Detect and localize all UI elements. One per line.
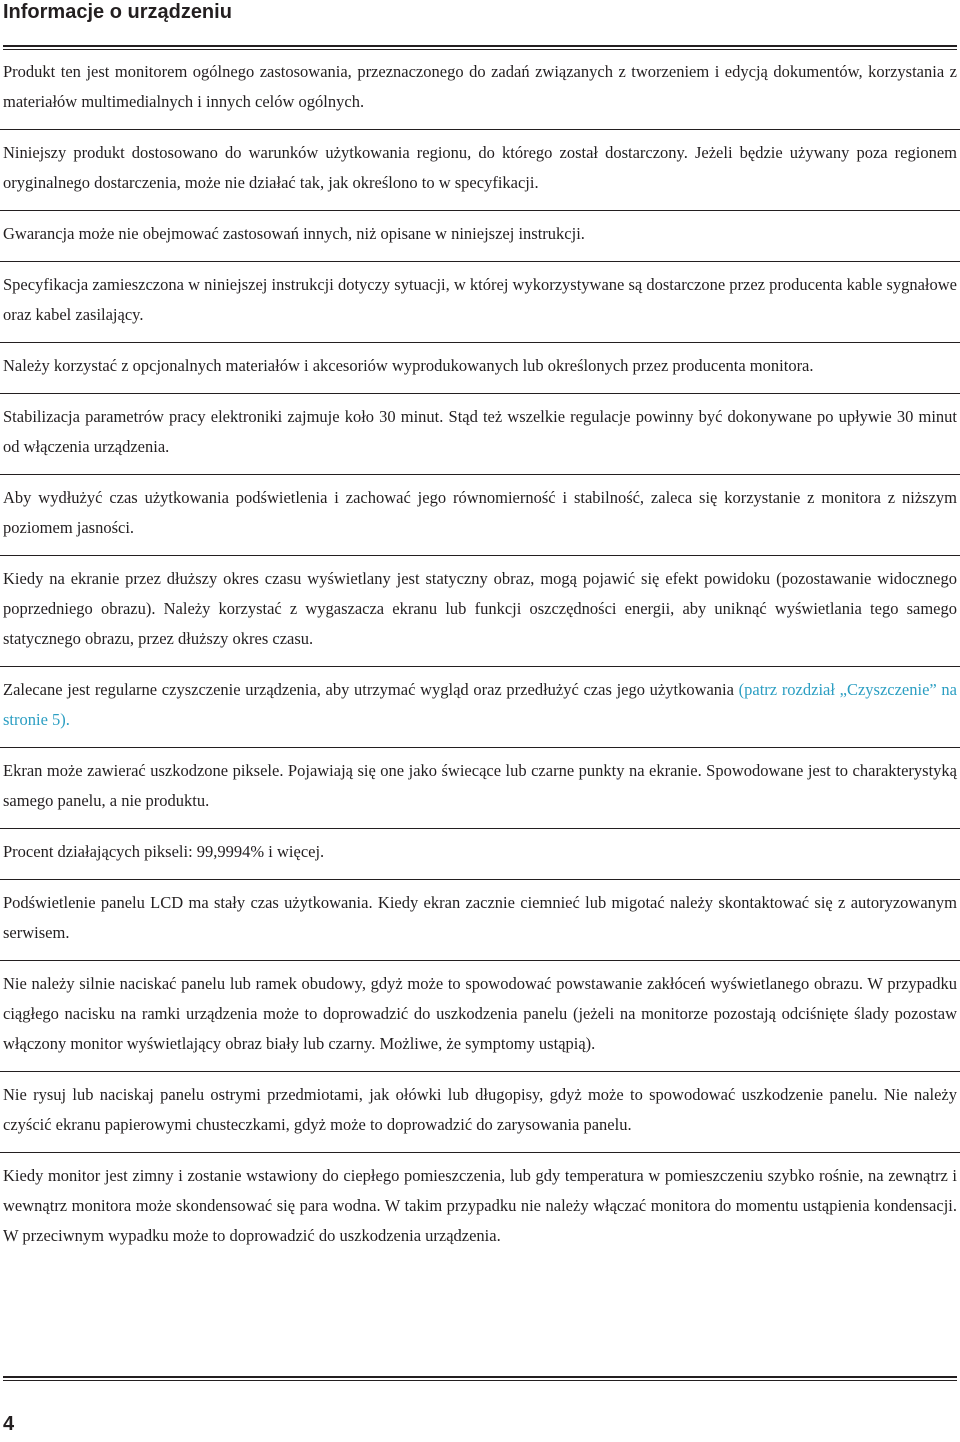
- info-item: [0, 211, 960, 262]
- info-item: [0, 262, 960, 343]
- info-paragraph: Aby wydłużyć czas użytkowania podświetlenia i zachować jego równomierność i stabilność, zaleca się korzystanie z monitora z niższym poziomem jasności.: [3, 488, 957, 537]
- footer-divider: [3, 1376, 957, 1381]
- info-paragraph: [3, 675, 957, 735]
- info-paragraph: Ekran może zawierać uszkodzone piksele. Pojawiają się one jako świecące lub czarne punkty na ekranie. Spowodowane jest to charakterystyką samego panelu, a nie produktu.: [3, 761, 957, 810]
- info-paragraph: Należy korzystać z opcjonalnych materiałów i akcesoriów wyprodukowanych lub określonych przez producenta monitora.: [3, 356, 814, 375]
- info-item: [0, 748, 960, 829]
- page-title: Informacje o urządzeniu: [3, 1, 232, 23]
- info-paragraph: Stabilizacja parametrów pracy elektroniki zajmuje koło 30 minut. Stąd też wszelkie regulacje powinny być dokonywane po upływie 30 minut od włączenia urządzenia.: [3, 407, 957, 456]
- info-item: [0, 961, 960, 1072]
- info-list: [0, 49, 960, 1263]
- info-item: [0, 1153, 960, 1263]
- info-item: [0, 394, 960, 475]
- info-paragraph: Procent działających pikseli: 99,9994% i więcej.: [3, 842, 325, 861]
- cleaning-section-link[interactable]: (patrz rozdział „Czyszczenie” na stronie 5).: [3, 680, 957, 729]
- info-paragraph: Kiedy monitor jest zimny i zostanie wstawiony do ciepłego pomieszczenia, lub gdy temperatura w pomieszczeniu szybko rośnie, na zewnątrz i wewnątrz monitora może skondensować się para wodna. W takim przypadku nie należy włączać monitora do momentu ustąpienia kondensacji. W przeciwnym wypadku może to doprowadzić do uszkodzenia urządzenia.: [3, 1166, 957, 1245]
- info-item: [0, 343, 960, 394]
- info-item: [0, 1072, 960, 1153]
- info-item: [0, 49, 960, 130]
- info-item: [0, 556, 960, 667]
- info-paragraph-text: Zalecane jest regularne czyszczenie urządzenia, aby utrzymać wygląd oraz przedłużyć czas jego użytkowania: [3, 680, 734, 699]
- page-number: 4: [3, 1413, 15, 1435]
- info-paragraph: Gwarancja może nie obejmować zastosowań innych, niż opisane w niniejszej instrukcji.: [3, 224, 585, 243]
- info-item: [0, 667, 960, 748]
- info-item: [0, 475, 960, 556]
- info-item: [0, 880, 960, 961]
- info-paragraph: Specyfikacja zamieszczona w niniejszej instrukcji dotyczy sytuacji, w której wykorzystywane są dostarczone przez producenta kable sygnałowe oraz kabel zasilający.: [3, 275, 957, 324]
- info-item: [0, 829, 960, 880]
- info-paragraph: Podświetlenie panelu LCD ma stały czas użytkowania. Kiedy ekran zacznie ciemnieć lub migotać należy skontaktować się z autoryzowanym serwisem.: [3, 893, 957, 942]
- info-item: [0, 130, 960, 211]
- info-paragraph: Nie należy silnie naciskać panelu lub ramek obudowy, gdyż może to spowodować powstawanie zakłóceń wyświetlanego obrazu. W przypadku ciągłego nacisku na ramki urządzenia może to doprowadzić do uszkodzenia panelu (jeżeli na monitorze pozostają odciśnięte ślady pozostaw włączony monitor wyświetlający obraz biały lub czarny. Możliwe, że symptomy ustąpią).: [3, 974, 957, 1053]
- info-paragraph: Nie rysuj lub naciskaj panelu ostrymi przedmiotami, jak ołówki lub długopisy, gdyż może to spowodować uszkodzenie panelu. Nie należy czyścić ekranu papierowymi chusteczkami, gdyż może to doprowadzić do zarysowania panelu.: [3, 1085, 957, 1134]
- info-paragraph: Niniejszy produkt dostosowano do warunków użytkowania regionu, do którego został dostarczony. Jeżeli będzie używany poza regionem oryginalnego dostarczenia, może nie działać tak, jak określono to w specyfikacji.: [3, 143, 957, 192]
- info-paragraph: Produkt ten jest monitorem ogólnego zastosowania, przeznaczonego do zadań związanych z tworzeniem i edycją dokumentów, korzystania z materiałów multimedialnych i innych celów ogólnych.: [3, 62, 957, 111]
- info-paragraph: Kiedy na ekranie przez dłuższy okres czasu wyświetlany jest statyczny obraz, mogą pojawić się efekt powidoku (pozostawanie widocznego poprzedniego obrazu). Należy korzystać z wygaszacza ekranu lub funkcji oszczędności energii, aby uniknąć wyświetlania tego samego statycznego obrazu, przez dłuższy okres czasu.: [3, 569, 957, 648]
